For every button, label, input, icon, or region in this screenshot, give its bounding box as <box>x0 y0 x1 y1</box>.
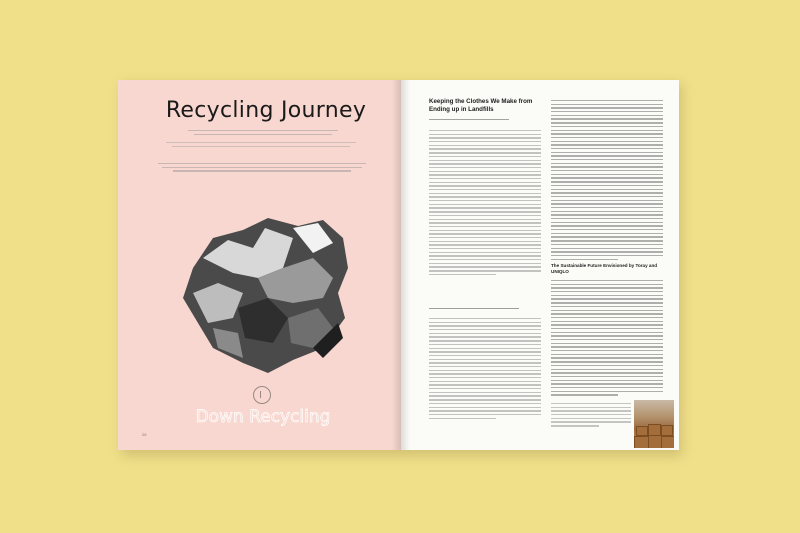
page-title: Recycling Journey <box>165 98 367 123</box>
body-text-english-2 <box>551 280 663 398</box>
intro-text-english <box>158 163 366 174</box>
recycle-emblem-icon <box>253 386 271 404</box>
credits-text <box>188 130 338 137</box>
article-headline: Keeping the Clothes We Make from Ending up in Landfills <box>429 98 533 113</box>
crumpled-fabric-image <box>173 198 358 378</box>
page-gutter <box>392 80 410 450</box>
body-text-japanese-2 <box>429 318 541 421</box>
right-page <box>401 80 679 450</box>
body-text-japanese-1 <box>429 130 541 278</box>
japanese-subheading <box>429 119 509 123</box>
body-text-english-1 <box>551 100 663 262</box>
photo-caption <box>551 403 631 429</box>
intro-text-japanese <box>166 142 356 149</box>
japanese-section-heading <box>429 308 519 312</box>
warehouse-photo <box>634 400 674 448</box>
left-page <box>118 80 401 450</box>
column-subheading: The Sustainable Future Envisioned by Toray and UNIQLO <box>551 263 658 274</box>
page-number: 26 <box>142 432 147 437</box>
section-label: Down Recycling <box>195 407 331 427</box>
